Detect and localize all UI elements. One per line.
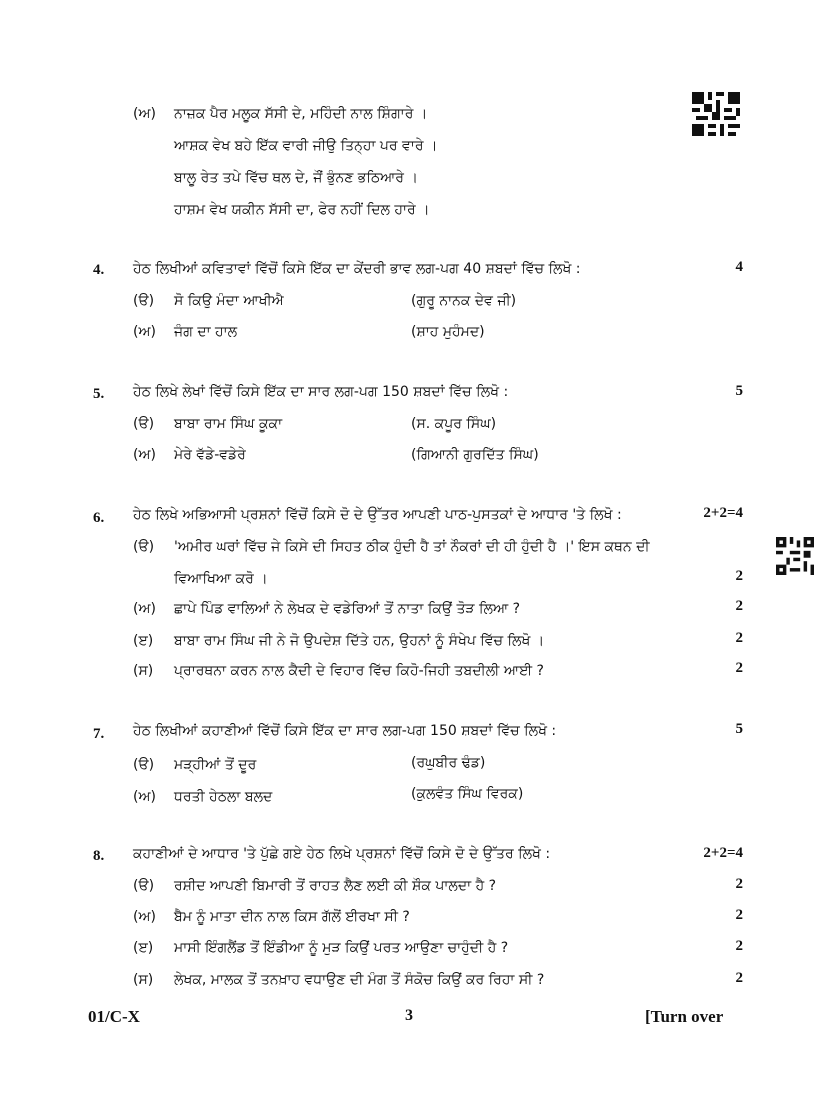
question-text: ਹੇਠ ਲਿਖੀਆਂ ਕਹਾਣੀਆਂ ਵਿੱਚੋਂ ਕਿਸੇ ਇੱਕ ਦਾ ਸਾਰ ਲਗ-ਪਗ 150 ਸ਼ਬਦਾਂ ਵਿੱਚ ਲਿਖੋ : [133, 723, 557, 739]
question-number: 6. [93, 510, 105, 526]
poem-label: (ਅ) [133, 106, 156, 122]
option-title: ਸੋ ਕਿਉ ਮੰਦਾ ਆਖੀਐ [174, 293, 284, 309]
option-author: (ਰਘੁਬੀਰ ਢੰਡ) [411, 755, 486, 771]
question-number: 5. [93, 386, 105, 402]
sub-marks: 2 [735, 598, 743, 614]
question-marks: 2+2=4 [703, 845, 743, 861]
option-author: (ਗੁਰੂ ਨਾਨਕ ਦੇਵ ਜੀ) [411, 293, 517, 309]
sub-text: ਮਾਸੀ ਇੰਗਲੈਂਡ ਤੋਂ ਇੰਡੀਆ ਨੂੰ ਮੁੜ ਕਿਉਂ ਪਰਤ ਆਉਣਾ ਚਾਹੁੰਦੀ ਹੈ ? [174, 940, 509, 956]
sub-marks: 2 [735, 876, 743, 892]
poem-line: ਨਾਜ਼ਕ ਪੈਰ ਮਲੂਕ ਸੱਸੀ ਦੇ, ਮਹਿੰਦੀ ਨਾਲ ਸ਼ਿੰਗਾਰੇ । [174, 106, 428, 122]
qr-code-top [692, 92, 740, 136]
sub-label: (ੲ) [133, 633, 154, 649]
sub-marks: 2 [735, 630, 743, 646]
qr-code-side [776, 537, 814, 575]
sub-label: (ਸ) [133, 663, 154, 679]
sub-label: (ਅ) [133, 909, 156, 925]
sub-text: ਬੈਮ ਨੂੰ ਮਾਤਾ ਦੀਨ ਨਾਲ ਕਿਸ ਗੱਲੋਂ ਈਰਖਾ ਸੀ ? [174, 909, 410, 925]
paper-code: 01/C-X [88, 1007, 140, 1026]
sub-text: ਵਿਆਖਿਆ ਕਰੋ । [174, 571, 268, 587]
question-marks: 5 [735, 721, 743, 737]
option-label: (ੳ) [133, 293, 155, 309]
sub-text: ਲੇਖਕ, ਮਾਲਕ ਤੋਂ ਤਨਖ਼ਾਹ ਵਧਾਉਣ ਦੀ ਮੰਗ ਤੋਂ ਸੰਕੋਚ ਕਿਉਂ ਕਰ ਰਿਹਾ ਸੀ ? [174, 972, 545, 988]
sub-label: (ਸ) [133, 972, 154, 988]
sub-text: ਛਾਪੇ ਪਿੰਡ ਵਾਲਿਆਂ ਨੇ ਲੇਖਕ ਦੇ ਵਡੇਰਿਆਂ ਤੋਂ ਨਾਤਾ ਕਿਉਂ ਤੋੜ ਲਿਆ ? [174, 601, 521, 617]
sub-marks: 2 [735, 970, 743, 986]
question-marks: 4 [735, 259, 743, 275]
sub-marks: 2 [735, 568, 743, 584]
sub-text: ਰਸ਼ੀਦ ਆਪਣੀ ਬਿਮਾਰੀ ਤੋਂ ਰਾਹਤ ਲੈਣ ਲਈ ਕੀ ਸ਼ੌਕ ਪਾਲਦਾ ਹੈ ? [174, 878, 497, 894]
question-text: ਹੇਠ ਲਿਖੇ ਅਭਿਆਸੀ ਪ੍ਰਸ਼ਨਾਂ ਵਿੱਚੋਂ ਕਿਸੇ ਦੋ ਦੇ ਉੱਤਰ ਆਪਣੀ ਪਾਠ-ਪੁਸਤਕਾਂ ਦੇ ਆਧਾਰ 'ਤੇ ਲਿਖੋ : [133, 507, 622, 523]
poem-line: ਆਸ਼ਕ ਵੇਖ ਬਹੇ ਇੱਕ ਵਾਰੀ ਜੀਉ ਤਿਨ੍ਹਾ ਪਰ ਵਾਰੇ । [174, 138, 438, 154]
sub-label: (ਅ) [133, 601, 156, 617]
sub-label: (ੳ) [133, 539, 155, 555]
turn-over: [Turn over [645, 1007, 724, 1026]
sub-text: 'ਅਮੀਰ ਘਰਾਂ ਵਿੱਚ ਜੇ ਕਿਸੇ ਦੀ ਸਿਹਤ ਠੀਕ ਹੁੰਦੀ ਹੈ ਤਾਂ ਨੌਕਰਾਂ ਦੀ ਹੀ ਹੁੰਦੀ ਹੈ ।' ਇਸ ਕਥਨ ਦੀ [174, 539, 650, 555]
question-text: ਹੇਠ ਲਿਖੀਆਂ ਕਵਿਤਾਵਾਂ ਵਿੱਚੋਂ ਕਿਸੇ ਇੱਕ ਦਾ ਕੇਂਦਰੀ ਭਾਵ ਲਗ-ਪਗ 40 ਸ਼ਬਦਾਂ ਵਿੱਚ ਲਿਖੋ : [133, 261, 581, 277]
question-text: ਹੇਠ ਲਿਖੇ ਲੇਖਾਂ ਵਿੱਚੋਂ ਕਿਸੇ ਇੱਕ ਦਾ ਸਾਰ ਲਗ-ਪਗ 150 ਸ਼ਬਦਾਂ ਵਿੱਚ ਲਿਖੋ : [133, 384, 509, 400]
sub-label: (ੲ) [133, 940, 154, 956]
option-title: ਬਾਬਾ ਰਾਮ ਸਿੰਘ ਕੂਕਾ [174, 416, 283, 432]
question-text: ਕਹਾਣੀਆਂ ਦੇ ਆਧਾਰ 'ਤੇ ਪੁੱਛੇ ਗਏ ਹੇਠ ਲਿਖੇ ਪ੍ਰਸ਼ਨਾਂ ਵਿੱਚੋਂ ਕਿਸੇ ਦੋ ਦੇ ਉੱਤਰ ਲਿਖੋ : [133, 846, 551, 862]
poem-line: ਬਾਲੂ ਰੇਤ ਤਪੇ ਵਿੱਚ ਥਲ ਦੇ, ਜੌਂ ਭੁੰਨਣ ਭਠਿਆਰੇ । [174, 170, 418, 186]
option-label: (ੳ) [133, 416, 155, 432]
question-marks: 5 [735, 383, 743, 399]
sub-marks: 2 [735, 907, 743, 923]
option-title: ਜੰਗ ਦਾ ਹਾਲ [174, 324, 238, 340]
option-author: (ਕੁਲਵੰਤ ਸਿੰਘ ਵਿਰਕ) [411, 786, 524, 802]
question-number: 8. [93, 848, 105, 864]
option-label: (ਅ) [133, 789, 156, 805]
option-title: ਧਰਤੀ ਹੇਠਲਾ ਬਲਦ [174, 789, 273, 805]
question-marks: 2+2=4 [703, 505, 743, 521]
option-label: (ੳ) [133, 757, 155, 773]
sub-text: ਬਾਬਾ ਰਾਮ ਸਿੰਘ ਜੀ ਨੇ ਜੋ ਉਪਦੇਸ਼ ਦਿੱਤੇ ਹਨ, ਉਹਨਾਂ ਨੂੰ ਸੰਖੇਪ ਵਿੱਚ ਲਿਖੋ । [174, 633, 545, 649]
sub-marks: 2 [735, 938, 743, 954]
poem-line: ਹਾਸ਼ਮ ਵੇਖ ਯਕੀਨ ਸੱਸੀ ਦਾ, ਫੇਰ ਨਹੀਂ ਦਿਲ ਹਾਰੇ । [174, 202, 430, 218]
sub-label: (ੳ) [133, 878, 155, 894]
option-label: (ਅ) [133, 447, 156, 463]
option-author: (ਸ. ਕਪੂਰ ਸਿੰਘ) [411, 416, 497, 432]
option-title: ਮੇਰੇ ਵੱਡੇ-ਵਡੇਰੇ [174, 447, 246, 463]
sub-text: ਪ੍ਰਾਰਥਨਾ ਕਰਨ ਨਾਲ ਕੈਦੀ ਦੇ ਵਿਹਾਰ ਵਿੱਚ ਕਿਹੋ-ਜਿਹੀ ਤਬਦੀਲੀ ਆਈ ? [174, 663, 544, 679]
question-number: 7. [93, 726, 105, 742]
question-number: 4. [93, 262, 105, 278]
option-label: (ਅ) [133, 324, 156, 340]
option-title: ਮੜ੍ਹੀਆਂ ਤੋਂ ਦੂਰ [174, 757, 257, 773]
option-author: (ਗਿਆਨੀ ਗੁਰਦਿੱਤ ਸਿੰਘ) [411, 447, 539, 463]
page-number: 3 [405, 1007, 413, 1024]
sub-marks: 2 [735, 660, 743, 676]
option-author: (ਸ਼ਾਹ ਮੁਹੰਮਦ) [411, 324, 485, 340]
